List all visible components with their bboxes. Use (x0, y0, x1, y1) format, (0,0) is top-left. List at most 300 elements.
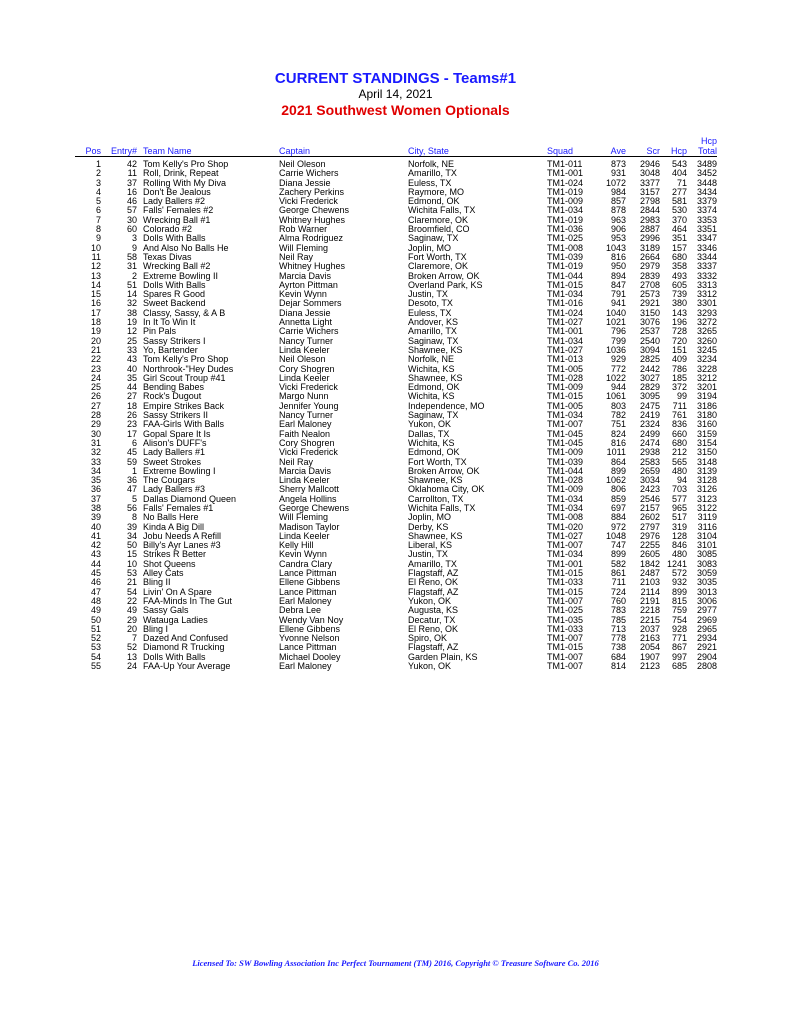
cell-entry: 46 (126, 196, 137, 207)
cell-hcp: 404 (671, 168, 687, 179)
col-header-hcp: Hcp (660, 136, 687, 157)
cell-team-name: Northrook-"Hey Dudes (143, 363, 234, 374)
cell-scr: 3027 (639, 372, 660, 383)
cell-hcp: 680 (671, 437, 687, 448)
cell-squad: TM1-009 (547, 484, 584, 495)
cell-pos: 11 (91, 251, 101, 262)
cell-ave: 814 (610, 661, 626, 672)
cell-hcp-total: 3434 (696, 186, 717, 197)
cell-squad: TM1-025 (547, 605, 584, 616)
cell-scr: 3189 (639, 242, 660, 253)
cell-hcp: 543 (671, 159, 687, 169)
cell-squad: TM1-025 (547, 233, 584, 244)
col-header-pos: Pos (75, 136, 101, 157)
cell-hcp: 565 (671, 456, 687, 467)
cell-entry: 12 (126, 326, 137, 337)
cell-squad: TM1-027 (547, 344, 584, 355)
cell-team-name: Sweet Strokes (143, 456, 202, 467)
cell-entry: 49 (126, 605, 137, 616)
cell-pos: 5 (95, 196, 101, 207)
cell-entry: 51 (126, 279, 137, 290)
cell-captain: George Chewens (279, 502, 350, 513)
cell-captain: Rob Warner (279, 224, 328, 235)
cell-city-state: Decatur, TX (408, 614, 456, 625)
cell-ave: 929 (610, 354, 626, 365)
cell-scr: 2255 (639, 540, 660, 551)
cell-city-state: El Reno, OK (408, 577, 459, 588)
cell-hcp: 464 (671, 224, 687, 235)
cell-squad: TM1-013 (547, 354, 584, 365)
report-date: April 14, 2021 (358, 87, 433, 101)
cell-team-name: Tom Kelly's Pro Shop (143, 159, 229, 169)
cell-city-state: Wichita, KS (408, 391, 455, 402)
cell-ave: 1036 (605, 344, 626, 355)
cell-city-state: Norfolk, NE (408, 354, 455, 365)
cell-hcp-total: 3150 (696, 447, 717, 458)
cell-hcp-total: 3245 (696, 344, 717, 355)
cell-scr: 2938 (639, 447, 660, 458)
cell-entry: 38 (126, 307, 137, 318)
cell-hcp: 581 (671, 196, 687, 207)
cell-captain: Earl Maloney (279, 661, 332, 672)
cell-squad: TM1-015 (547, 642, 584, 653)
cell-hcp-total: 3337 (696, 261, 717, 272)
cell-pos: 7 (95, 214, 101, 225)
cell-captain: Linda Keeler (279, 344, 330, 355)
cell-squad: TM1-020 (547, 521, 584, 532)
cell-hcp: 480 (671, 549, 687, 560)
cell-squad: TM1-024 (547, 307, 584, 318)
cell-ave: 782 (610, 410, 626, 421)
cell-entry: 14 (126, 289, 137, 300)
cell-entry: 44 (126, 382, 137, 393)
cell-ave: 1040 (605, 307, 626, 318)
cell-team-name: Rolling With My Diva (143, 177, 227, 188)
cell-team-name: Bling I (143, 623, 169, 634)
cell-ave: 816 (610, 437, 626, 448)
cell-pos: 14 (90, 279, 101, 290)
cell-team-name: Sassy Gals (143, 605, 189, 616)
cell-pos: 9 (95, 233, 101, 244)
cell-hcp-total: 3116 (697, 521, 717, 532)
cell-entry: 19 (126, 317, 137, 328)
cell-hcp: 685 (671, 661, 687, 672)
cell-captain: Margo Nunn (279, 391, 329, 402)
cell-hcp: 720 (671, 335, 687, 346)
standings-rows (75, 157, 717, 672)
cell-hcp-total: 3035 (696, 577, 717, 588)
cell-squad: TM1-015 (547, 391, 584, 402)
cell-city-state: Broken Arrow, OK (408, 270, 480, 281)
cell-pos: 33 (90, 456, 101, 467)
cell-team-name: Alley Cats (143, 568, 184, 579)
cell-pos: 45 (90, 568, 101, 579)
cell-ave: 778 (610, 633, 626, 644)
cell-ave: 861 (610, 568, 626, 579)
cell-captain: Linda Keeler (279, 530, 330, 541)
cell-ave: 738 (610, 642, 626, 653)
cell-ave: 894 (610, 270, 626, 281)
cell-ave: 857 (610, 196, 626, 207)
cell-team-name: Kinda A Big Dill (143, 521, 205, 532)
cell-scr: 2605 (639, 549, 660, 560)
cell-city-state: Euless, TX (408, 177, 452, 188)
cell-hcp-total: 3374 (696, 205, 717, 216)
cell-city-state: Wichita, KS (408, 437, 455, 448)
cell-squad: TM1-009 (547, 447, 584, 458)
cell-hcp: 660 (671, 428, 687, 439)
cell-entry: 27 (126, 391, 137, 402)
cell-entry: 30 (126, 214, 137, 225)
cell-team-name: Wrecking Ball #1 (143, 214, 211, 225)
cell-scr: 3048 (639, 168, 660, 179)
cell-ave: 1011 (606, 447, 626, 458)
cell-ave: 1022 (605, 372, 626, 383)
cell-entry: 39 (126, 521, 137, 532)
cell-entry: 6 (131, 437, 137, 448)
cell-captain: Diana Jessie (279, 307, 331, 318)
cell-team-name: Lady Ballers #2 (143, 196, 206, 207)
cell-city-state: Edmond, OK (408, 196, 460, 207)
cell-hcp: 711 (672, 400, 687, 411)
cell-hcp-total: 3194 (696, 391, 717, 402)
cell-scr: 2921 (639, 298, 660, 309)
cell-squad: TM1-019 (547, 214, 584, 225)
cell-pos: 31 (90, 437, 101, 448)
cell-hcp: 319 (671, 521, 687, 532)
cell-city-state: Oklahoma City, OK (408, 484, 485, 495)
cell-scr: 2157 (639, 502, 660, 513)
cell-pos: 16 (90, 298, 101, 309)
page-title: CURRENT STANDINGS - Teams#1 (274, 70, 517, 87)
cell-hcp: 151 (671, 344, 687, 355)
cell-ave: 1072 (605, 177, 626, 188)
cell-scr: 2996 (639, 233, 660, 244)
cell-team-name: Texas Divas (143, 251, 192, 262)
cell-captain: Lance Pittman (279, 568, 337, 579)
cell-squad: TM1-007 (547, 595, 584, 606)
cell-pos: 42 (90, 540, 101, 551)
cell-ave: 1043 (605, 242, 626, 253)
cell-hcp: 358 (671, 261, 687, 272)
cell-hcp-total: 3139 (696, 465, 717, 476)
cell-pos: 47 (90, 586, 101, 597)
cell-team-name: Wrecking Ball #2 (143, 261, 211, 272)
cell-scr: 2983 (639, 214, 660, 225)
cell-city-state: Spiro, OK (408, 633, 448, 644)
cell-squad: TM1-015 (547, 279, 584, 290)
cell-pos: 50 (90, 614, 101, 625)
cell-squad: TM1-008 (547, 242, 584, 253)
cell-captain: Dejar Sommers (279, 298, 342, 309)
cell-hcp: 572 (671, 568, 687, 579)
cell-pos: 54 (90, 651, 101, 662)
cell-city-state: Andover, KS (408, 317, 459, 328)
cell-squad: TM1-034 (547, 335, 584, 346)
cell-hcp: 277 (671, 186, 687, 197)
cell-team-name: Extreme Bowling II (143, 270, 219, 281)
cell-pos: 37 (90, 493, 101, 504)
cell-hcp-total: 3201 (696, 382, 717, 393)
col-header-captain: Captain (279, 136, 408, 157)
cell-scr: 2475 (639, 400, 660, 411)
cell-hcp: 867 (671, 642, 687, 653)
cell-hcp: 196 (671, 317, 687, 328)
cell-captain: Debra Lee (279, 605, 322, 616)
cell-squad: TM1-039 (547, 251, 584, 262)
cell-scr: 2114 (640, 586, 660, 597)
cell-scr: 2103 (639, 577, 660, 588)
cell-captain: Kelly Hill (279, 540, 314, 551)
cell-captain: George Chewens (279, 205, 350, 216)
cell-scr: 3094 (639, 344, 660, 355)
cell-squad: TM1-015 (547, 568, 584, 579)
cell-pos: 3 (95, 177, 101, 188)
cell-hcp: 157 (671, 242, 687, 253)
cell-hcp: 761 (671, 410, 687, 421)
cell-team-name: FAA-Minds In The Gut (143, 595, 232, 606)
cell-pos: 30 (90, 428, 101, 439)
cell-captain: Michael Dooley (279, 651, 341, 662)
cell-hcp-total: 3332 (696, 270, 717, 281)
cell-city-state: Yukon, OK (408, 419, 452, 430)
cell-captain: Yvonne Nelson (279, 633, 340, 644)
cell-captain: Ayrton Pittman (279, 279, 338, 290)
cell-pos: 40 (90, 521, 101, 532)
cell-city-state: Wichita Falls, TX (408, 502, 476, 513)
cell-ave: 859 (610, 493, 626, 504)
cell-ave: 684 (610, 651, 626, 662)
cell-team-name: Dallas Diamond Queen (143, 493, 237, 504)
cell-entry: 57 (126, 205, 137, 216)
cell-squad: TM1-001 (547, 168, 584, 179)
cell-entry: 56 (126, 502, 137, 513)
cell-captain: Faith Nealon (279, 428, 331, 439)
cell-captain: Marcia Davis (279, 270, 332, 281)
cell-ave: 972 (610, 521, 626, 532)
cell-city-state: Liberal, KS (408, 540, 453, 551)
cell-team-name: Diamond R Trucking (143, 642, 225, 653)
cell-scr: 2324 (639, 419, 660, 430)
cell-city-state: Amarillo, TX (408, 168, 457, 179)
cell-team-name: Bending Babes (143, 382, 205, 393)
cell-entry: 37 (126, 177, 137, 188)
cell-hcp: 771 (671, 633, 687, 644)
cell-squad: TM1-015 (547, 586, 584, 597)
cell-city-state: Derby, KS (408, 521, 449, 532)
cell-hcp: 99 (676, 391, 687, 402)
cell-city-state: Independence, MO (408, 400, 485, 411)
cell-pos: 55 (90, 661, 101, 672)
cell-team-name: Alison's DUFF's (143, 437, 207, 448)
cell-ave: 953 (610, 233, 626, 244)
cell-hcp-total: 3059 (696, 568, 717, 579)
cell-scr: 2546 (639, 493, 660, 504)
cell-city-state: Shawnee, KS (408, 530, 463, 541)
cell-squad: TM1-034 (547, 205, 584, 216)
cell-hcp-total: 3154 (696, 437, 717, 448)
cell-entry: 17 (126, 428, 137, 439)
cell-scr: 2540 (639, 335, 660, 346)
cell-pos: 6 (95, 205, 101, 216)
cell-squad: TM1-027 (547, 530, 584, 541)
cell-city-state: Saginaw, TX (408, 335, 459, 346)
cell-city-state: Flagstaff, AZ (408, 568, 459, 579)
cell-entry: 26 (126, 410, 137, 421)
cell-captain: Whitney Hughes (279, 214, 346, 225)
cell-ave: 963 (610, 214, 626, 225)
cell-hcp-total: 3272 (696, 317, 717, 328)
cell-entry: 35 (126, 372, 137, 383)
cell-pos: 29 (90, 419, 101, 430)
cell-city-state: Justin, TX (408, 549, 448, 560)
cell-hcp-total: 2965 (696, 623, 717, 634)
cell-entry: 33 (126, 344, 137, 355)
cell-city-state: Broomfield, CO (408, 224, 470, 235)
cell-entry: 20 (126, 623, 137, 634)
cell-team-name: Shot Queens (143, 558, 196, 569)
cell-team-name: Rock's Dugout (143, 391, 202, 402)
cell-city-state: Fort Worth, TX (408, 251, 467, 262)
cell-captain: Will Fleming (279, 512, 329, 523)
cell-hcp: 846 (671, 540, 687, 551)
cell-scr: 2423 (639, 484, 660, 495)
cell-ave: 697 (610, 502, 626, 513)
cell-hcp: 493 (671, 270, 687, 281)
cell-hcp-total: 3186 (696, 400, 717, 411)
cell-squad: TM1-005 (547, 400, 584, 411)
cell-hcp-total: 3122 (696, 502, 717, 513)
cell-captain: Lance Pittman (279, 586, 337, 597)
standings-table (75, 136, 717, 671)
cell-ave: 803 (610, 400, 626, 411)
cell-team-name: Billy's Ayr Lanes #3 (143, 540, 221, 551)
cell-captain: Sherry Mallcott (279, 484, 340, 495)
cell-hcp: 965 (671, 502, 687, 513)
cell-scr: 2798 (639, 196, 660, 207)
cell-ave: 747 (610, 540, 626, 551)
cell-city-state: El Reno, OK (408, 623, 459, 634)
cell-city-state: Flagstaff, AZ (408, 586, 459, 597)
table-header-row (75, 136, 717, 157)
cell-entry: 31 (126, 261, 137, 272)
cell-team-name: Empire Strikes Back (143, 400, 225, 411)
cell-squad: TM1-007 (547, 651, 584, 662)
cell-hcp-total: 3346 (696, 242, 717, 253)
cell-ave: 878 (610, 205, 626, 216)
cell-pos: 28 (90, 410, 101, 421)
cell-ave: 711 (611, 577, 626, 588)
col-header-ave: Ave (595, 136, 626, 157)
col-header-team-name: Team Name (137, 136, 279, 157)
cell-pos: 44 (90, 558, 101, 569)
cell-city-state: Joplin, MO (408, 512, 452, 523)
cell-scr: 2191 (639, 595, 660, 606)
cell-hcp: 94 (676, 475, 687, 486)
cell-city-state: Claremore, OK (408, 214, 469, 225)
cell-pos: 35 (90, 475, 101, 486)
cell-entry: 43 (126, 354, 137, 365)
cell-squad: TM1-034 (547, 289, 584, 300)
cell-captain: Cory Shogren (279, 363, 335, 374)
cell-hcp: 739 (671, 289, 687, 300)
cell-city-state: Overland Park, KS (408, 279, 483, 290)
cell-captain: Neil Ray (279, 456, 314, 467)
cell-hcp: 1241 (666, 558, 687, 569)
cell-ave: 816 (610, 251, 626, 262)
cell-scr: 2797 (639, 521, 660, 532)
cell-pos: 22 (90, 354, 101, 365)
cell-hcp-total: 3104 (696, 530, 717, 541)
cell-team-name: In It To Win It (143, 317, 196, 328)
cell-entry: 53 (126, 568, 137, 579)
cell-hcp-total: 3085 (696, 549, 717, 560)
col-header-scr: Scr (626, 136, 660, 157)
cell-team-name: Gopal Spare It Is (143, 428, 211, 439)
cell-pos: 32 (90, 447, 101, 458)
cell-squad: TM1-044 (547, 270, 584, 281)
cell-squad: TM1-035 (547, 614, 584, 625)
cell-hcp: 680 (671, 251, 687, 262)
cell-team-name: Sassy Strikers II (143, 410, 209, 421)
cell-scr: 3095 (639, 391, 660, 402)
cell-team-name: Jobu Needs A Refill (143, 530, 222, 541)
cell-entry: 59 (126, 456, 137, 467)
cell-team-name: Livin' On A Spare (143, 586, 212, 597)
cell-hcp-total: 3228 (696, 363, 717, 374)
cell-captain: Zachery Perkins (279, 186, 345, 197)
cell-team-name: Spares R Good (143, 289, 206, 300)
cell-captain: Marcia Davis (279, 465, 332, 476)
cell-team-name: Strikes R Better (143, 549, 207, 560)
cell-scr: 2659 (639, 465, 660, 476)
cell-entry: 23 (126, 419, 137, 430)
cell-pos: 17 (90, 307, 101, 318)
cell-city-state: Edmond, OK (408, 447, 460, 458)
cell-captain: Vicki Frederick (279, 196, 338, 207)
col-header-entry: Entry# (101, 136, 137, 157)
cell-team-name: Watauga Ladies (143, 614, 208, 625)
cell-entry: 8 (131, 512, 137, 523)
cell-squad: TM1-045 (547, 428, 584, 439)
cell-ave: 884 (610, 512, 626, 523)
cell-captain: Kevin Wynn (279, 289, 327, 300)
cell-captain: Ellene Gibbens (279, 577, 341, 588)
cell-pos: 26 (90, 391, 101, 402)
cell-squad: TM1-039 (547, 456, 584, 467)
cell-city-state: Dallas, TX (408, 428, 450, 439)
cell-pos: 24 (90, 372, 101, 383)
cell-team-name: Falls' Females #1 (143, 502, 214, 513)
cell-team-name: Lady Ballers #1 (143, 447, 206, 458)
cell-hcp: 928 (671, 623, 687, 634)
cell-ave: 724 (610, 586, 626, 597)
cell-scr: 2602 (639, 512, 660, 523)
cell-city-state: Fort Worth, TX (408, 456, 467, 467)
cell-ave: 582 (610, 558, 626, 569)
cell-scr: 1907 (639, 651, 660, 662)
cell-captain: Carrie Wichers (279, 326, 339, 337)
cell-squad: TM1-007 (547, 661, 584, 672)
cell-ave: 772 (610, 363, 626, 374)
cell-squad: TM1-027 (547, 317, 584, 328)
license-footer: Licensed To: SW Bowling Association Inc Perfect Tournament (TM) 2016, Copyright © Treasure Software Co. 2016 (192, 958, 599, 968)
cell-pos: 18 (90, 317, 101, 328)
cell-hcp-total: 3128 (696, 475, 717, 486)
cell-entry: 42 (126, 159, 137, 169)
cell-hcp-total: 3312 (696, 289, 717, 300)
cell-entry: 40 (126, 363, 137, 374)
